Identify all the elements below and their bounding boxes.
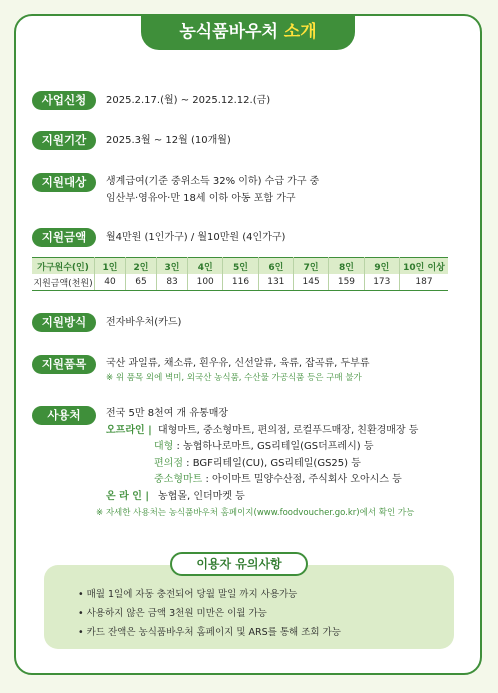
table-cell: 3인	[157, 258, 188, 275]
table-cell: 5인	[223, 258, 258, 275]
section-label-items: 지원품목	[32, 355, 96, 374]
usage-mid	[106, 472, 418, 489]
usage-offline	[106, 423, 418, 440]
amount-table-header-row	[32, 258, 448, 275]
page-title	[141, 14, 355, 50]
items-text: 국산 과일류, 채소류, 흰우유, 신선알류, 육류, 잡곡류, 두부류	[106, 358, 370, 369]
table-cell: 187	[400, 274, 449, 291]
list-item: • 사용하지 않은 금액 3천원 미만은 이월 가능	[78, 604, 454, 623]
table-cell: 가구원수(인)	[32, 258, 95, 275]
items-note: ※ 위 품목 외에 벽미, 외국산 농식품, 수산물 가공식품 등은 구매 불가	[106, 373, 362, 383]
section-label-usage: 사용처	[32, 406, 96, 425]
table-cell: 지원금액(천원)	[32, 274, 95, 291]
table-cell: 4인	[188, 258, 223, 275]
support-period-text: 2025.3월 ~ 12월 (10개월)	[106, 135, 231, 146]
amount-table	[32, 257, 448, 291]
title-accent: 소개	[283, 22, 317, 42]
table-cell: 40	[95, 274, 126, 291]
usage-online	[106, 489, 418, 506]
notice-title: 이용자 유의사항	[170, 552, 308, 576]
section-label-period: 지원기간	[32, 131, 96, 150]
mid-tag: 중소형마트	[154, 474, 203, 485]
target-line-1: 생계급여(기준 중위소득 32% 이하) 수급 가구 중	[106, 176, 320, 187]
table-cell: 131	[258, 274, 293, 291]
offline-tag: 오프라인 |	[106, 424, 152, 436]
notice-box	[44, 565, 454, 649]
conv-tag: 편의점	[154, 457, 183, 469]
table-cell: 8인	[329, 258, 364, 275]
usage-note: ※ 자세한 사용처는 농식품바우처 홈페이지(www.foodvoucher.go.kr)에서 확인 가능	[96, 508, 415, 518]
list-item: • 매월 1일에 자동 충전되어 당월 말일 까지 사용가능	[78, 585, 454, 604]
table-cell: 7인	[293, 258, 328, 275]
usage-convenience	[106, 456, 418, 473]
table-cell: 9인	[364, 258, 399, 275]
usage-large	[106, 439, 418, 456]
offline-text: 대형마트, 중소형마트, 편의점, 로컬푸드매장, 친환경매장 등	[158, 424, 419, 436]
usage-text: 전국 5만 8천여 개 유통매장	[106, 408, 229, 419]
table-cell: 145	[293, 274, 328, 291]
table-cell: 83	[157, 274, 188, 291]
mid-text: : 아이마트 밀양수산점, 주식회사 오아시스 등	[202, 474, 402, 485]
section-label-apply: 사업신청	[32, 91, 96, 110]
section-label-amount: 지원금액	[32, 228, 96, 247]
title-main: 농식품바우처	[179, 22, 278, 42]
table-cell: 116	[223, 274, 258, 291]
conv-text: : BGF리테일(CU), GS리테일(GS25) 등	[182, 457, 361, 469]
method-text: 전자바우처(카드)	[106, 317, 182, 328]
table-cell: 10인 이상	[400, 258, 449, 275]
section-label-target: 지원대상	[32, 173, 96, 192]
table-cell: 159	[329, 274, 364, 291]
online-text: 농협몰, 인더마켓 등	[158, 490, 245, 502]
table-cell: 173	[364, 274, 399, 291]
table-cell: 6인	[258, 258, 293, 275]
table-cell: 1인	[95, 258, 126, 275]
notice-list	[44, 565, 454, 642]
amount-table-value-row	[32, 274, 448, 291]
large-tag: 대형	[154, 441, 174, 452]
amount-summary-text: 월4만원 (1인가구) / 월10만원 (4인가구)	[106, 232, 286, 243]
apply-period-text: 2025.2.17.(월) ~ 2025.12.12.(금)	[106, 95, 271, 106]
target-line-2: 임산부·영유아·만 18세 이하 아동 포함 가구	[106, 193, 296, 204]
list-item: • 카드 잔액은 농식품바우처 홈페이지 및 ARS를 통해 조회 가능	[78, 623, 454, 642]
table-cell: 2인	[126, 258, 157, 275]
section-label-method: 지원방식	[32, 313, 96, 332]
online-tag: 온 라 인 |	[106, 490, 150, 502]
table-cell: 65	[126, 274, 157, 291]
large-text: : 농협하나로마트, GS리테일(GS더프레시) 등	[173, 441, 374, 452]
table-cell: 100	[188, 274, 223, 291]
